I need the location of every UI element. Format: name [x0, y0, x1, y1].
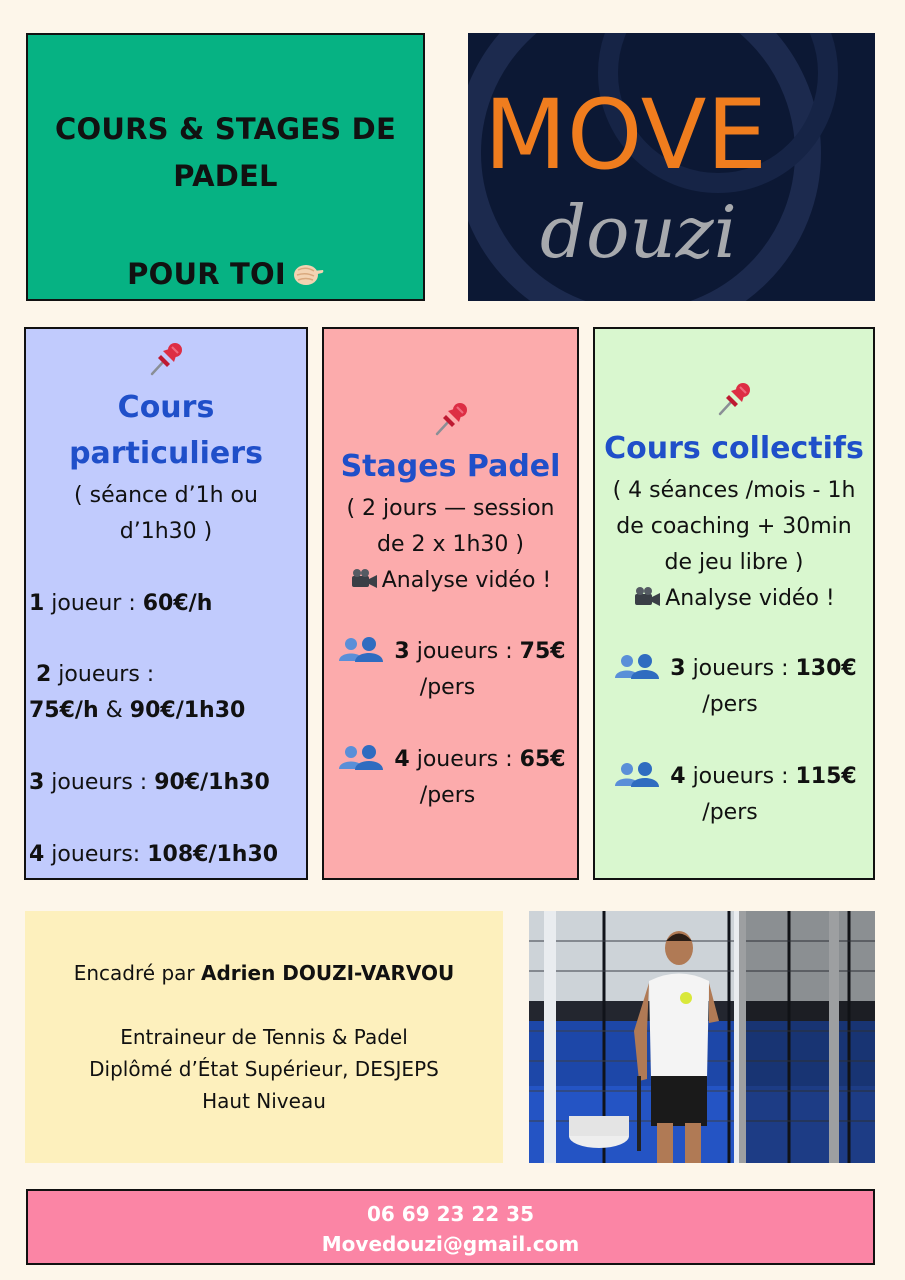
- price-value: 130€: [795, 656, 857, 681]
- player-label: joueurs :: [44, 770, 155, 795]
- title-line-3: [28, 250, 423, 299]
- player-count: 1: [29, 591, 45, 616]
- price-value: 60€/h: [142, 591, 213, 616]
- coach-credential-line-1: Entraineur de Tennis & Padel: [120, 1025, 408, 1049]
- price-4-players: [595, 759, 873, 831]
- player-label: joueur :: [44, 591, 143, 616]
- pushpin-icon: [433, 401, 469, 437]
- coach-credentials: [25, 1021, 503, 1117]
- player-count: 4: [394, 747, 410, 772]
- card-subtitle: [26, 478, 306, 550]
- move-douzi-logo: [468, 33, 875, 301]
- card-title: Cours collectifs: [604, 431, 864, 466]
- price-3-players: [324, 634, 577, 706]
- title-line-2: PADEL: [173, 159, 278, 193]
- title-line-1: COURS & STAGES DE: [55, 112, 396, 146]
- email-address[interactable]: Movedouzi@gmail.com: [321, 1232, 580, 1256]
- card-description-line-1: ( 2 jours — session: [346, 496, 555, 521]
- people-icon: [611, 761, 663, 787]
- card-description: [595, 473, 873, 617]
- player-count: 3: [670, 656, 686, 681]
- contact-banner: [26, 1189, 875, 1265]
- player-label: joueurs :: [51, 662, 155, 687]
- price-value: 75€: [519, 639, 566, 664]
- pushpin-icon: [716, 381, 752, 417]
- price-3-players: [29, 765, 306, 801]
- coach-credential-line-2: Diplômé d’État Supérieur, DESJEPS: [89, 1057, 439, 1081]
- stages-padel-card: [322, 327, 579, 880]
- people-icon: [611, 653, 663, 679]
- player-label: joueurs :: [409, 639, 520, 664]
- price-value: 90€/1h30: [154, 770, 270, 795]
- title-box: [26, 33, 425, 301]
- player-count: 3: [394, 639, 410, 664]
- card-subtitle-line-1: ( séance d’1h ou: [74, 483, 258, 508]
- coach-credential-line-3: Haut Niveau: [202, 1089, 326, 1113]
- people-icon: [335, 744, 387, 770]
- price-unit: /pers: [419, 675, 476, 700]
- logo-word-douzi: douzi: [540, 190, 737, 274]
- price-unit: /pers: [419, 783, 476, 808]
- card-description-line-3: de jeu libre ): [664, 550, 804, 575]
- player-label: joueurs :: [685, 764, 796, 789]
- card-title: [26, 385, 306, 477]
- pointing-hand-icon: [292, 261, 324, 287]
- phone-number[interactable]: 06 69 23 22 35: [366, 1202, 534, 1226]
- player-count: 4: [29, 842, 45, 867]
- price-2-players: [36, 657, 306, 693]
- coach-photo: [529, 911, 875, 1163]
- video-analysis-text: Analyse vidéo !: [665, 586, 835, 611]
- price-4-players: [29, 837, 306, 873]
- price-unit: /pers: [702, 800, 758, 825]
- price-value: 90€/1h30: [129, 698, 246, 723]
- video-analysis: [595, 581, 873, 617]
- player-label: joueurs :: [409, 747, 520, 772]
- title-line-3-text: POUR TOI: [127, 257, 286, 291]
- card-subtitle-line-2: d’1h30 ): [119, 519, 213, 544]
- price-3-players: [595, 651, 873, 723]
- cours-collectifs-card: [593, 327, 875, 880]
- card-title-line-1: Cours: [117, 390, 215, 425]
- coach-name: Adrien DOUZI-VARVOU: [200, 961, 455, 985]
- card-description: [324, 491, 577, 599]
- logo-graphic: [468, 33, 875, 301]
- price-value: 65€: [519, 747, 566, 772]
- video-analysis: [324, 563, 577, 599]
- coach-info-box: [25, 911, 503, 1163]
- cours-particuliers-card: [24, 327, 308, 880]
- price-value: 115€: [795, 764, 857, 789]
- card-title-line-2: particuliers: [69, 436, 263, 471]
- card-description-line-2: de 2 x 1h30 ): [376, 532, 524, 557]
- pushpin-icon: [148, 341, 184, 377]
- player-count: 3: [29, 770, 45, 795]
- video-analysis-text: Analyse vidéo !: [381, 568, 552, 593]
- people-icon: [335, 636, 387, 662]
- separator-text: &: [98, 698, 130, 723]
- price-2-players-values: [29, 693, 306, 729]
- price-value: 75€/h: [29, 698, 99, 723]
- coach-intro: [25, 957, 503, 989]
- player-count: 2: [36, 662, 52, 687]
- coach-photo-illustration: [529, 911, 875, 1163]
- card-description-line-1: ( 4 séances /mois - 1h: [612, 478, 856, 503]
- price-4-players: [324, 742, 577, 814]
- coach-intro-text: Encadré par: [73, 961, 201, 985]
- video-camera-icon: [350, 568, 378, 590]
- logo-word-move: MOVE: [484, 79, 768, 191]
- player-label: joueurs :: [685, 656, 796, 681]
- video-camera-icon: [633, 586, 661, 608]
- player-count: 4: [670, 764, 686, 789]
- price-1-player: [29, 586, 306, 622]
- price-unit: /pers: [702, 692, 758, 717]
- price-value: 108€/1h30: [147, 842, 279, 867]
- player-label: joueurs:: [44, 842, 148, 867]
- card-title: Stages Padel: [340, 449, 561, 484]
- card-description-line-2: de coaching + 30min: [616, 514, 852, 539]
